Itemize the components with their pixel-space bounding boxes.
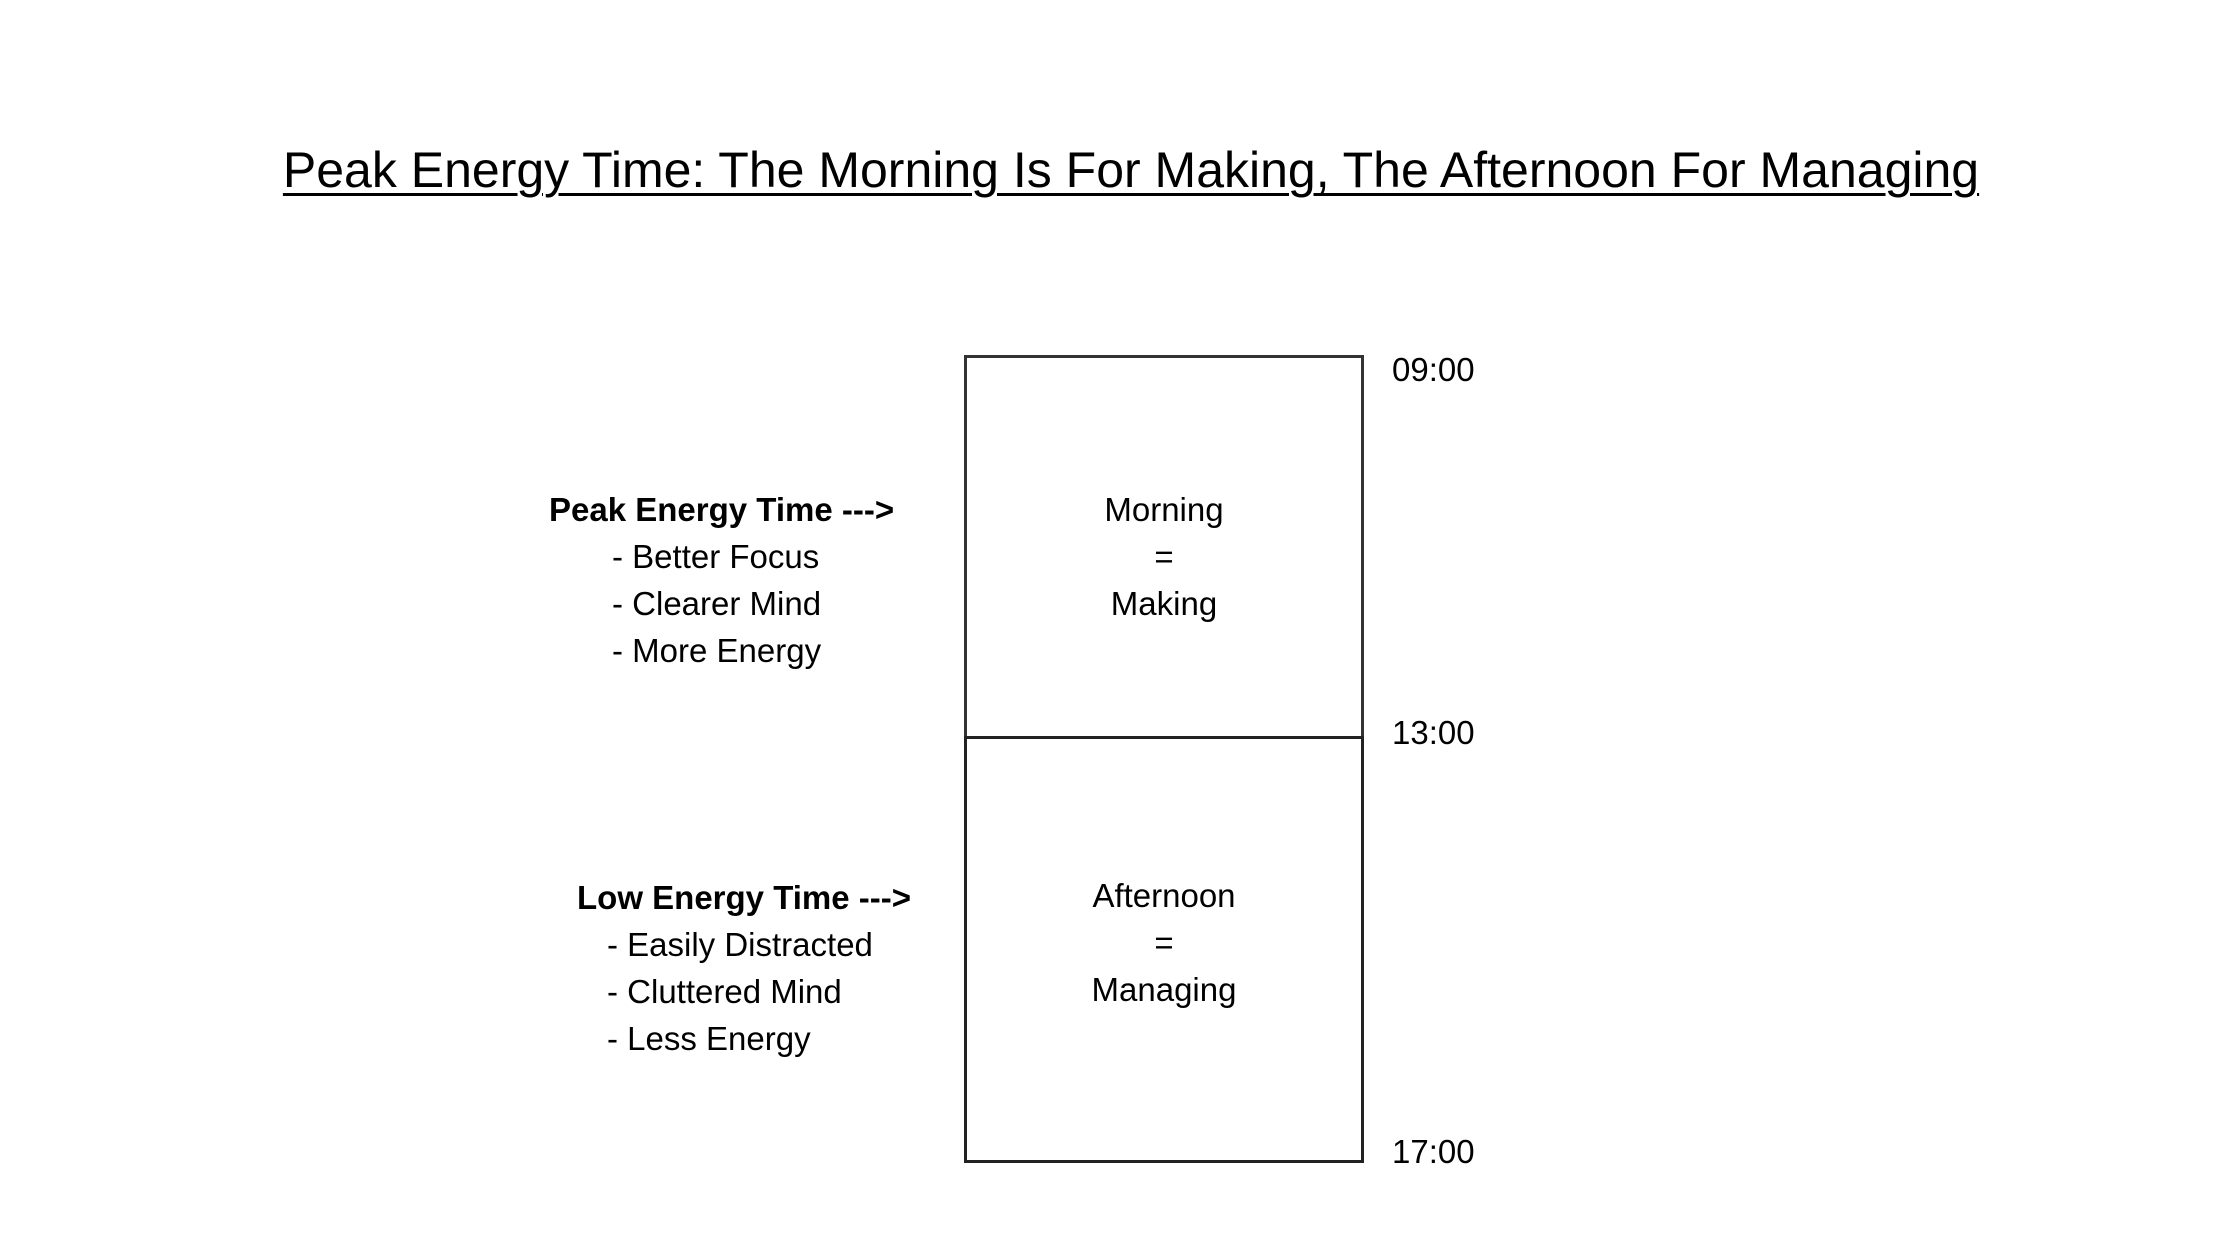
morning-equals: = [1154,538,1174,575]
afternoon-label: Afternoon [1092,877,1236,914]
low-energy-item: - Easily Distracted [607,926,873,963]
low-energy-item: - Cluttered Mind [607,973,842,1010]
low-energy-note [577,874,911,1062]
peak-energy-item: - Better Focus [612,538,820,575]
peak-energy-heading: Peak Energy Time ---> [549,491,895,528]
peak-energy-note [549,486,894,674]
time-label-midday: 13:00 [1392,714,1475,751]
afternoon-block-text [967,872,1361,1013]
low-energy-heading: Low Energy Time ---> [577,879,912,916]
afternoon-equals: = [1154,924,1174,961]
afternoon-block [964,736,1364,1163]
morning-activity: Making [1110,585,1218,622]
time-label-end: 17:00 [1392,1133,1475,1170]
peak-energy-item: - More Energy [612,632,822,669]
low-energy-item: - Less Energy [607,1020,811,1057]
morning-block [964,355,1364,738]
afternoon-activity: Managing [1091,971,1237,1008]
morning-block-text [967,486,1361,627]
morning-label: Morning [1104,491,1224,528]
time-label-start: 09:00 [1392,351,1475,388]
peak-energy-item: - Clearer Mind [612,585,822,622]
diagram-title: Peak Energy Time: The Morning Is For Making, The Afternoon For Managing [282,142,1980,198]
